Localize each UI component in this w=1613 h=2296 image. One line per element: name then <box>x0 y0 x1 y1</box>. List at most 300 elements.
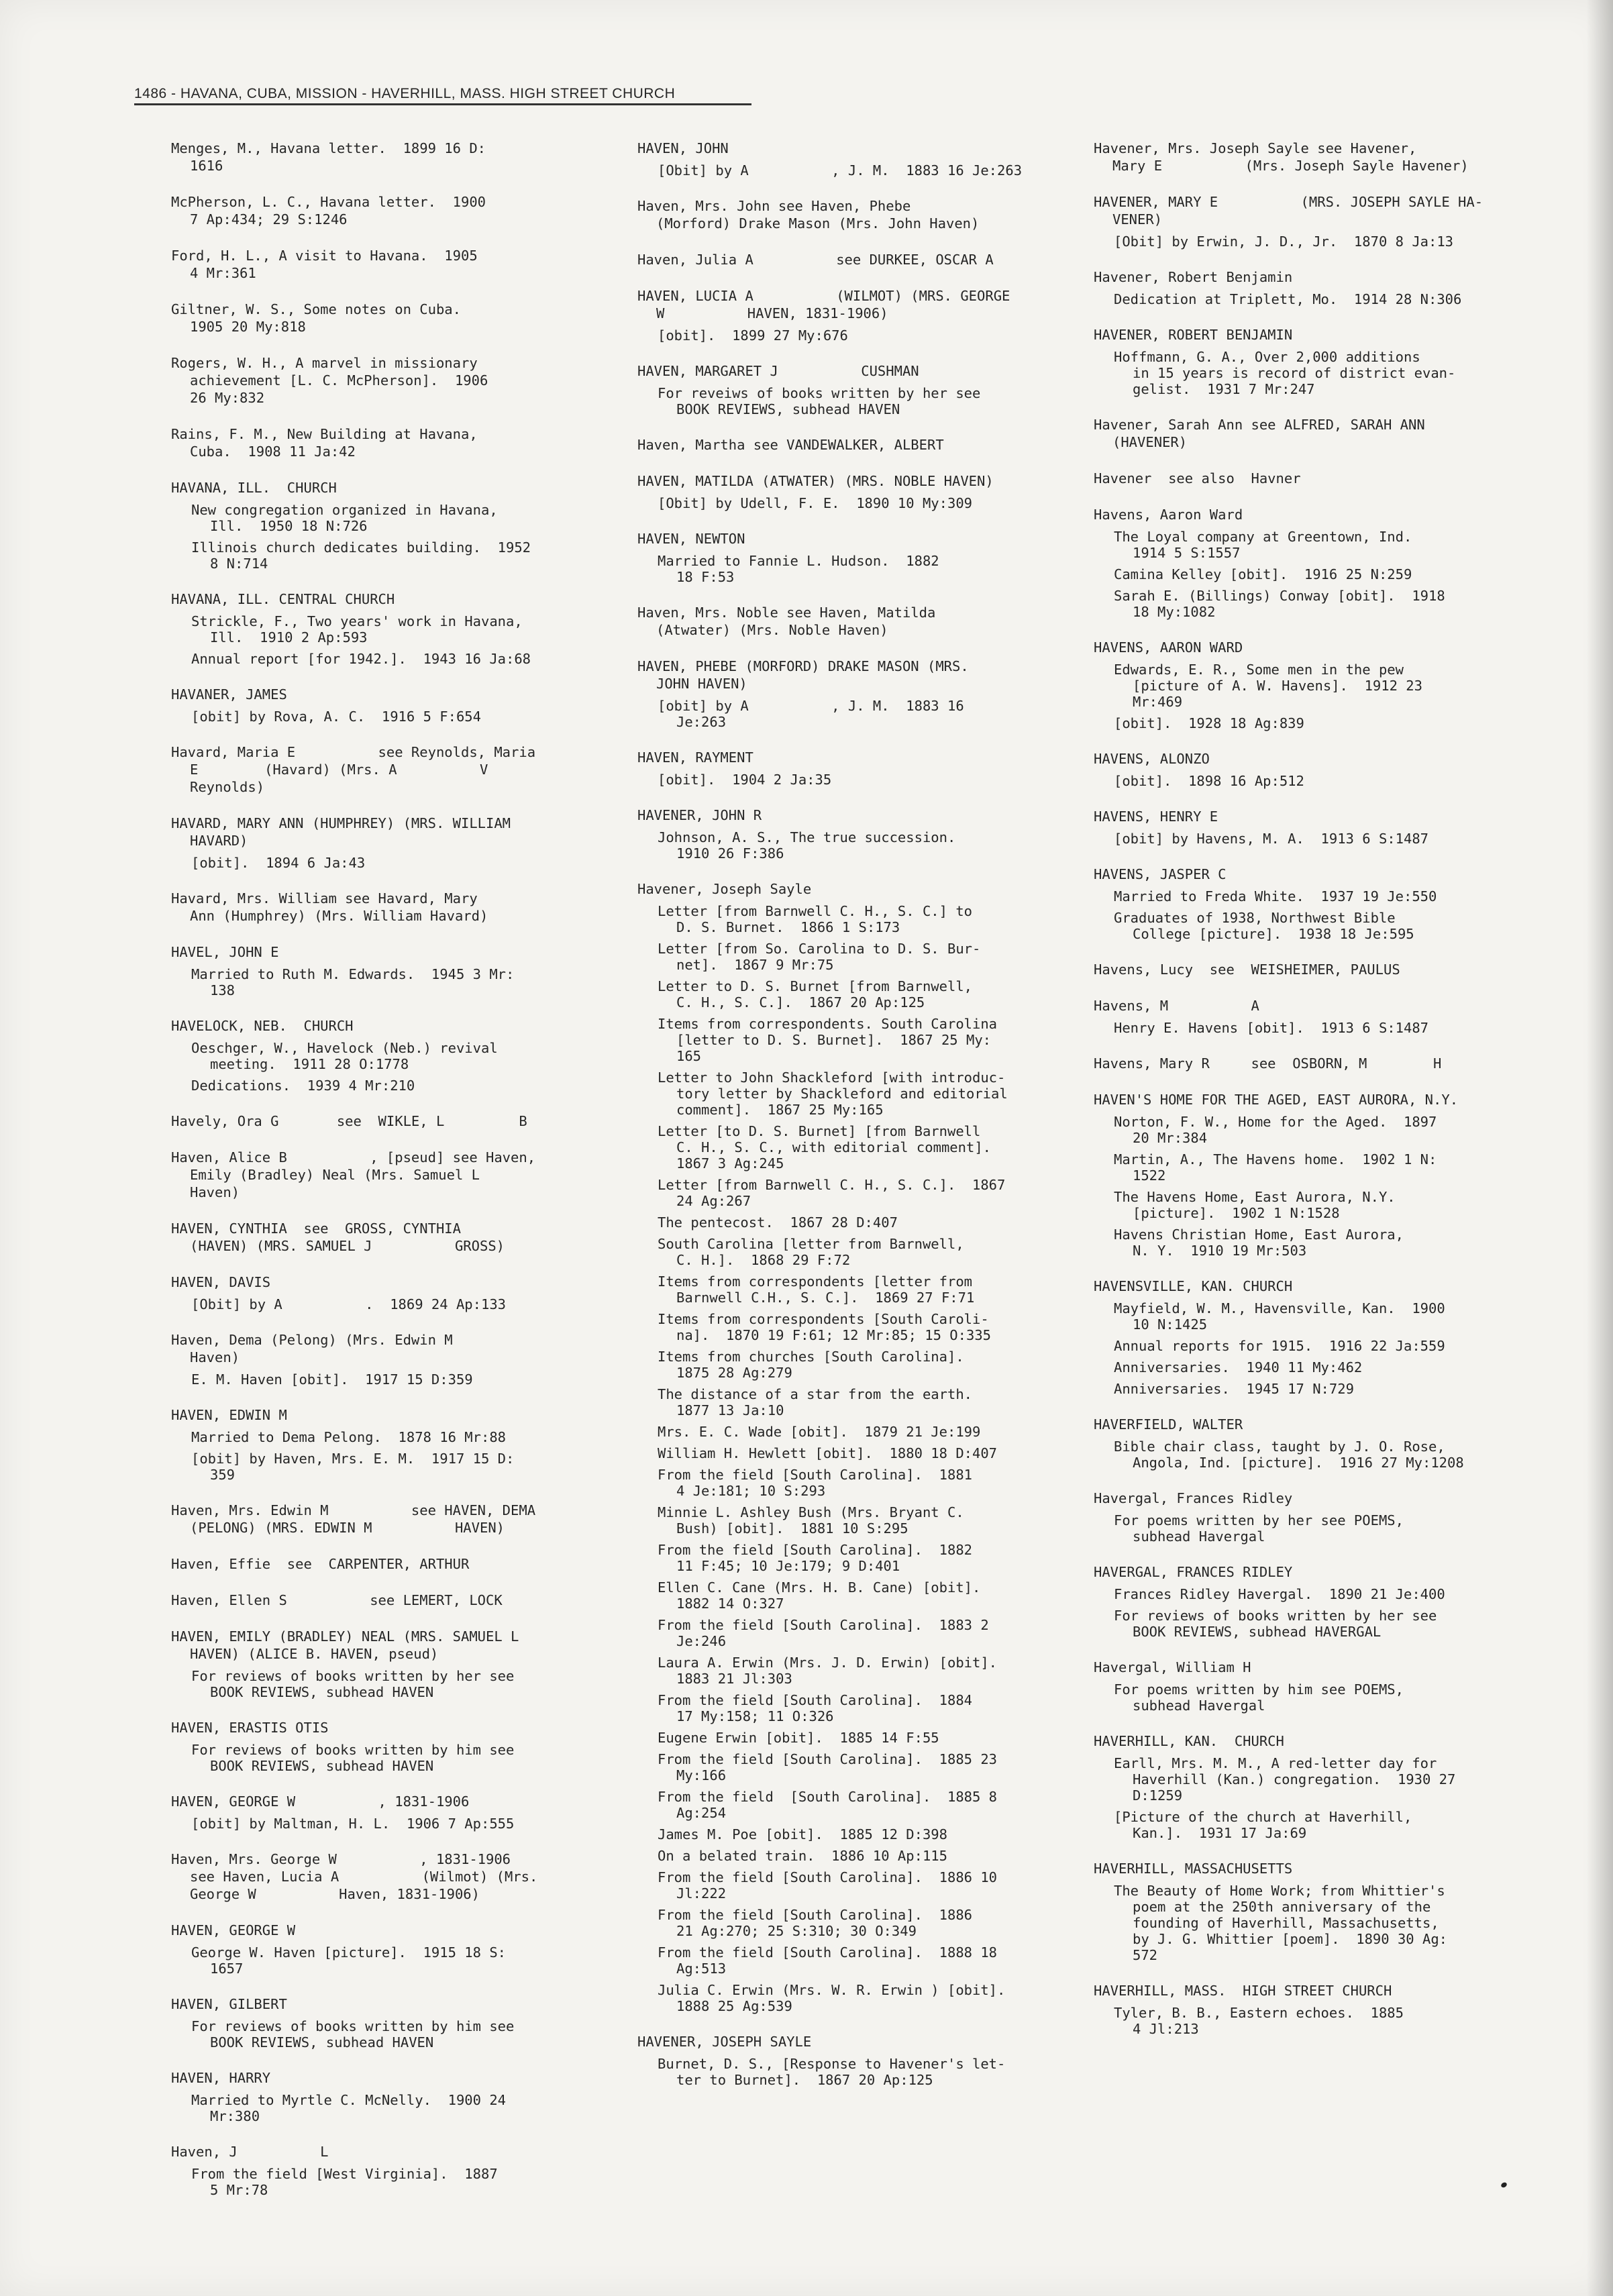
line: For poems written by her see POEMS, <box>1114 1512 1404 1528</box>
citation <box>658 1349 1067 1381</box>
line: Illinois church dedicates building. 1952 <box>191 539 531 556</box>
citation <box>1114 662 1530 710</box>
index-entry <box>171 943 587 998</box>
line: Menges, M., Havana letter. 1899 16 D: <box>171 140 486 156</box>
entry-heading: Havens, Mary R see OSBORN, M H <box>1094 1055 1442 1072</box>
citation: Eugene Erwin [obit]. 1885 14 F:55 <box>658 1730 939 1746</box>
citation <box>658 1123 1067 1171</box>
citation: [obit] by Havens, M. A. 1913 6 S:1487 <box>1114 831 1428 847</box>
continuation-line: net]. 1867 9 Mr:75 <box>676 957 834 973</box>
entry-heading: HAVANER, JAMES <box>171 686 287 702</box>
index-entry <box>171 590 587 667</box>
citation <box>1114 1114 1530 1146</box>
entry-heading <box>171 1331 587 1366</box>
index-entry <box>171 1719 587 1774</box>
line: New congregation organized in Havana, <box>191 502 498 518</box>
continuation-line: tory letter by Shackleford and editorial <box>676 1086 1008 1102</box>
index-entry <box>171 1793 587 1832</box>
line: From the field [South Carolina]. 1881 <box>658 1467 972 1483</box>
line: Havard, Mrs. William see Havard, Mary <box>171 890 478 906</box>
index-entry <box>637 287 1067 344</box>
line: George W. Haven [picture]. 1915 18 S: <box>191 1944 506 1961</box>
index-entry <box>1094 416 1530 451</box>
entry-heading <box>171 425 587 460</box>
continuation-line: gelist. 1931 7 Mr:247 <box>1133 381 1315 397</box>
index-entry <box>171 1555 587 1573</box>
entry-heading: HAVEL, JOHN E <box>171 944 279 960</box>
citation <box>658 1869 1067 1901</box>
citation <box>191 2166 587 2198</box>
line: Minnie L. Ashley Bush (Mrs. Bryant C. <box>658 1504 964 1520</box>
continuation-line: (Atwater) (Mrs. Noble Haven) <box>656 622 888 638</box>
continuation-line: Kan.]. 1931 17 Ja:69 <box>1133 1825 1307 1841</box>
citation <box>658 2056 1067 2088</box>
line: Laura A. Erwin (Mrs. J. D. Erwin) [obit]. <box>658 1655 998 1671</box>
continuation-line: (HAVENER) <box>1112 434 1188 450</box>
line: From the field [South Carolina]. 1884 <box>658 1692 972 1708</box>
continuation-line: 1877 13 Ja:10 <box>676 1402 784 1418</box>
page-edge-shadow <box>1586 0 1613 2296</box>
index-entry <box>1094 961 1530 978</box>
index-entry <box>637 251 1067 268</box>
citation: Frances Ridley Havergal. 1890 21 Je:400 <box>1114 1586 1445 1602</box>
entry-heading: Haven, Ellen S see LEMERT, LOCK <box>171 1592 503 1608</box>
line: Sarah E. (Billings) Conway [obit]. 1918 <box>1114 588 1445 604</box>
line: [Picture of the church at Haverhill, <box>1114 1809 1412 1825</box>
index-entry <box>1094 750 1530 789</box>
index-entry <box>171 1406 587 1483</box>
continuation-line: meeting. 1911 28 O:1778 <box>210 1056 409 1072</box>
index-entry <box>637 472 1067 511</box>
index-entry <box>171 1220 587 1255</box>
entry-heading <box>637 287 1067 322</box>
line: Haven, Alice B , [pseud] see Haven, <box>171 1149 536 1165</box>
citation: Annual report [for 1942.]. 1943 16 Ja:68 <box>191 651 531 667</box>
citation: William H. Hewlett [obit]. 1880 18 D:407 <box>658 1445 998 1461</box>
entry-heading: HAVANA, ILL. CHURCH <box>171 480 337 496</box>
continuation-line: Haven) <box>190 1349 240 1365</box>
line: Julia C. Erwin (Mrs. W. R. Erwin ) [obit]. <box>658 1982 1006 1998</box>
continuation-line: 26 My:832 <box>190 390 265 406</box>
continuation-line: JOHN HAVEN) <box>656 676 747 692</box>
continuation-line: D:1259 <box>1133 1787 1183 1804</box>
index-entry <box>637 880 1067 2014</box>
index-entry <box>1094 1416 1530 1471</box>
index-entry <box>637 658 1067 730</box>
citation <box>191 1742 587 1774</box>
continuation-line: College [picture]. 1938 18 Je:595 <box>1133 926 1414 942</box>
line: McPherson, L. C., Havana letter. 1900 <box>171 194 486 210</box>
column-3 <box>1094 140 1530 2056</box>
continuation-line: 18 F:53 <box>676 569 735 585</box>
citation <box>1114 349 1530 397</box>
entry-heading <box>637 197 1067 232</box>
continuation-line: subhead Havergal <box>1133 1528 1265 1545</box>
line: Letter [from So. Carolina to D. S. Bur- <box>658 941 981 957</box>
line: HAVEN, EMILY (BRADLEY) NEAL (MRS. SAMUEL L <box>171 1628 519 1645</box>
index-entry <box>1094 193 1530 250</box>
citation <box>658 1236 1067 1268</box>
entry-heading: HAVEN'S HOME FOR THE AGED, EAST AURORA, N.Y. <box>1094 1092 1459 1108</box>
index-entry <box>637 806 1067 862</box>
continuation-line: 7 Ap:434; 29 S:1246 <box>190 211 348 227</box>
entry-heading <box>1094 416 1530 451</box>
line: For reviews of books written by her see <box>191 1668 515 1684</box>
entry-heading: HAVANA, ILL. CENTRAL CHURCH <box>171 591 395 607</box>
index-entry <box>171 1591 587 1609</box>
continuation-line: 1867 3 Ag:245 <box>676 1155 784 1171</box>
index-entry <box>1094 866 1530 942</box>
line: Letter [from Barnwell C. H., S. C.]. 1867 <box>658 1177 1006 1193</box>
citation <box>658 1907 1067 1939</box>
line: For reviews of books written by her see <box>1114 1608 1437 1624</box>
index-entry <box>1094 1277 1530 1397</box>
continuation-line: [picture]. 1902 1 N:1528 <box>1133 1205 1340 1221</box>
citation <box>191 2018 587 2050</box>
citation <box>658 1692 1067 1724</box>
continuation-line: N. Y. 1910 19 Mr:503 <box>1133 1243 1307 1259</box>
entry-heading: HAVEN, NEWTON <box>637 531 745 547</box>
entry-heading: HAVENER, JOHN R <box>637 807 762 823</box>
line: Haven, Mrs. Noble see Haven, Matilda <box>637 605 936 621</box>
line: Items from correspondents [South Caroli- <box>658 1311 989 1327</box>
continuation-line: 24 Ag:267 <box>676 1193 751 1209</box>
continuation-line: 4 Je:181; 10 S:293 <box>676 1483 826 1499</box>
line: Rogers, W. H., A marvel in missionary <box>171 355 478 371</box>
entry-heading: Havener see also Havner <box>1094 470 1301 486</box>
index-entry <box>1094 1490 1530 1545</box>
citation: Camina Kelley [obit]. 1916 25 N:259 <box>1114 566 1412 582</box>
continuation-line: 359 <box>210 1467 236 1483</box>
citation <box>191 1944 587 1977</box>
line: For poems written by him see POEMS, <box>1114 1681 1404 1698</box>
citation <box>658 1467 1067 1499</box>
line: For reviews of books written by him see <box>191 1742 515 1758</box>
index-entry <box>637 604 1067 639</box>
citation <box>658 1789 1067 1821</box>
continuation-line: 10 N:1425 <box>1133 1316 1208 1333</box>
line: The Havens Home, East Aurora, N.Y. <box>1114 1189 1396 1205</box>
entry-heading: HAVELOCK, NEB. CHURCH <box>171 1018 354 1034</box>
entry-heading: HAVENS, JASPER C <box>1094 866 1227 882</box>
citation: Dedication at Triplett, Mo. 1914 28 N:306 <box>1114 291 1462 307</box>
citation <box>1114 1439 1530 1471</box>
line: From the field [South Carolina]. 1886 <box>658 1907 972 1923</box>
continuation-line: 1657 <box>210 1961 244 1977</box>
line: From the field [South Carolina]. 1883 2 <box>658 1617 989 1633</box>
index-entry <box>171 247 587 282</box>
continuation-line: [letter to D. S. Burnet]. 1867 25 My: <box>676 1032 991 1048</box>
line: From the field [South Carolina]. 1886 10 <box>658 1869 998 1885</box>
line: [obit] by Haven, Mrs. E. M. 1917 15 D: <box>191 1451 515 1467</box>
index-entry <box>171 1273 587 1312</box>
continuation-line: BOOK REVIEWS, subhead HAVEN <box>210 1758 434 1774</box>
index-entry <box>171 686 587 725</box>
continuation-line: BOOK REVIEWS, subhead HAVEN <box>210 2034 434 2050</box>
index-entry <box>171 815 587 871</box>
line: The Beauty of Home Work; from Whittier's <box>1114 1883 1445 1899</box>
continuation-line: C. H.]. 1868 29 F:72 <box>676 1252 851 1268</box>
line: Letter to John Shackleford [with introduc- <box>658 1069 1006 1086</box>
continuation-line: 17 My:158; 11 O:326 <box>676 1708 834 1724</box>
continuation-line: achievement [L. C. McPherson]. 1906 <box>190 372 488 388</box>
citation: Anniversaries. 1940 11 My:462 <box>1114 1359 1363 1375</box>
line: Items from correspondents. South Carolina <box>658 1016 998 1032</box>
index-entry <box>1094 997 1530 1036</box>
entry-heading: HAVEN, MARGARET J CUSHMAN <box>637 363 919 379</box>
entry-heading: HAVEN, EDWIN M <box>171 1407 287 1423</box>
citation <box>658 978 1067 1010</box>
citation <box>1114 1681 1530 1714</box>
continuation-line: Ill. 1910 2 Ap:593 <box>210 629 368 645</box>
index-entry <box>171 890 587 925</box>
citation <box>1114 1512 1530 1545</box>
citation <box>658 829 1067 862</box>
index-entry <box>1094 1982 1530 2037</box>
citation <box>1114 1883 1530 1963</box>
continuation-line: Ag:513 <box>676 1961 727 1977</box>
line: Strickle, F., Two years' work in Havana, <box>191 613 523 629</box>
continuation-line: by J. G. Whittier [poem]. 1890 30 Ag: <box>1133 1931 1447 1947</box>
citation: On a belated train. 1886 10 Ap:115 <box>658 1848 947 1864</box>
line: Martin, A., The Havens home. 1902 1 N: <box>1114 1151 1437 1167</box>
line: The distance of a star from the earth. <box>658 1386 972 1402</box>
line: Havener, Mrs. Joseph Sayle see Havener, <box>1094 140 1417 156</box>
citation <box>658 1386 1067 1418</box>
entry-heading: HAVERFIELD, WALTER <box>1094 1416 1243 1432</box>
entry-heading: HAVEN, JOHN <box>637 140 729 156</box>
index-entry <box>1094 639 1530 731</box>
entry-heading: Haven, J L <box>171 2144 329 2160</box>
index-entry <box>171 1850 587 1903</box>
index-entry <box>1094 140 1530 174</box>
entry-heading <box>171 890 587 925</box>
line: Havens Christian Home, East Aurora, <box>1114 1227 1404 1243</box>
index-entry <box>637 749 1067 788</box>
entry-heading: Havens, Lucy see WEISHEIMER, PAULUS <box>1094 961 1400 978</box>
citation <box>1114 1151 1530 1184</box>
continuation-line: 20 Mr:384 <box>1133 1130 1208 1146</box>
continuation-line: 1616 <box>190 158 223 174</box>
line: Married to Fannie L. Hudson. 1882 <box>658 553 939 569</box>
citation <box>1114 1755 1530 1804</box>
column-2 <box>637 140 1067 2107</box>
index-entry <box>1094 326 1530 397</box>
entry-heading: Havener, Joseph Sayle <box>637 881 812 897</box>
line: Bible chair class, taught by J. O. Rose, <box>1114 1439 1445 1455</box>
citation <box>1114 1189 1530 1221</box>
continuation-line: subhead Havergal <box>1133 1698 1265 1714</box>
line: [obit] by A , J. M. 1883 16 <box>658 698 964 714</box>
citation <box>658 941 1067 973</box>
citation: James M. Poe [obit]. 1885 12 D:398 <box>658 1826 947 1842</box>
continuation-line: Haverhill (Kan.) congregation. 1930 27 <box>1133 1771 1456 1787</box>
continuation-line: BOOK REVIEWS, subhead HAVEN <box>676 401 900 417</box>
continuation-line: Cuba. 1908 11 Ja:42 <box>190 443 356 460</box>
line: Havard, Maria E see Reynolds, Maria <box>171 744 536 760</box>
citation <box>658 1542 1067 1574</box>
index-entry <box>171 354 587 407</box>
line: Items from churches [South Carolina]. <box>658 1349 964 1365</box>
citation <box>658 903 1067 935</box>
entry-heading: HAVEN, RAYMENT <box>637 749 753 766</box>
continuation-line: Bush) [obit]. 1881 10 S:295 <box>676 1520 908 1536</box>
line: Haven, Mrs. Edwin M see HAVEN, DEMA <box>171 1502 536 1518</box>
entry-heading: Havely, Ora G see WIKLE, L B <box>171 1113 527 1129</box>
continuation-line: 4 Jl:213 <box>1133 2021 1199 2037</box>
line: Married to Ruth M. Edwards. 1945 3 Mr: <box>191 966 515 982</box>
citation <box>1114 1608 1530 1640</box>
line: From the field [South Carolina]. 1888 18 <box>658 1944 998 1961</box>
entry-heading <box>637 604 1067 639</box>
citation: Mrs. E. C. Wade [obit]. 1879 21 Je:199 <box>658 1424 981 1440</box>
citation <box>1114 2005 1530 2037</box>
citation: [Obit] by Udell, F. E. 1890 10 My:309 <box>658 495 972 511</box>
line: HAVEN, CYNTHIA see GROSS, CYNTHIA <box>171 1220 461 1237</box>
citation <box>1114 1227 1530 1259</box>
line: Haven, Mrs. George W , 1831-1906 <box>171 1851 511 1867</box>
citation: [obit]. 1904 2 Ja:35 <box>658 772 832 788</box>
line: Letter [to D. S. Burnet] [from Barnwell <box>658 1123 981 1139</box>
continuation-line: (PELONG) (MRS. EDWIN M HAVEN) <box>190 1520 505 1536</box>
citation <box>658 1504 1067 1536</box>
citation: [Obit] by Erwin, J. D., Jr. 1870 8 Ja:13 <box>1114 233 1454 250</box>
line: Mayfield, W. M., Havensville, Kan. 1900 <box>1114 1300 1445 1316</box>
continuation-line: 1905 20 My:818 <box>190 319 306 335</box>
entry-heading <box>171 743 587 796</box>
citation <box>1114 910 1530 942</box>
line: Letter to D. S. Burnet [from Barnwell, <box>658 978 972 994</box>
index-entry <box>171 193 587 228</box>
index-entry <box>637 2033 1067 2088</box>
continuation-line: 18 My:1082 <box>1133 604 1216 620</box>
index-entry <box>1094 268 1530 307</box>
continuation-line: 1882 14 O:327 <box>676 1596 784 1612</box>
entry-heading: HAVEN, DAVIS <box>171 1274 271 1290</box>
entry-heading <box>171 193 587 228</box>
line: From the field [South Carolina]. 1885 23 <box>658 1751 998 1767</box>
continuation-line: Haven) <box>190 1184 240 1200</box>
line: Johnson, A. S., The true succession. <box>658 829 956 845</box>
line: HAVENER, MARY E (MRS. JOSEPH SAYLE HA- <box>1094 194 1484 210</box>
citation: Dedications. 1939 4 Mr:210 <box>191 1078 415 1094</box>
citation <box>658 1982 1067 2014</box>
continuation-line: 138 <box>210 982 236 998</box>
continuation-line: W HAVEN, 1831-1906) <box>656 305 888 321</box>
line: Edwards, E. R., Some men in the pew <box>1114 662 1404 678</box>
index-entry <box>1094 1563 1530 1640</box>
entry-heading <box>171 354 587 407</box>
citation <box>191 2092 587 2124</box>
continuation-line: Emily (Bradley) Neal (Mrs. Samuel L <box>190 1167 480 1183</box>
line: Earll, Mrs. M. M., A red-letter day for <box>1114 1755 1437 1771</box>
citation <box>191 502 587 534</box>
line: For reveiws of books written by her see <box>658 385 981 401</box>
continuation-line: [picture of A. W. Havens]. 1912 23 <box>1133 678 1422 694</box>
continuation-line: 1888 25 Ag:539 <box>676 1998 792 2014</box>
line: Letter [from Barnwell C. H., S. C.] to <box>658 903 972 919</box>
index-entry <box>171 1331 587 1388</box>
index-entry <box>171 1628 587 1700</box>
continuation-line: comment]. 1867 25 My:165 <box>676 1102 884 1118</box>
citation <box>658 1273 1067 1306</box>
citation <box>658 1617 1067 1649</box>
continuation-line: D. S. Burnet. 1866 1 S:173 <box>676 919 900 935</box>
entry-heading <box>171 247 587 282</box>
citation <box>658 1579 1067 1612</box>
line: Norton, F. W., Home for the Aged. 1897 <box>1114 1114 1437 1130</box>
index-entry <box>1094 506 1530 620</box>
citation <box>1114 588 1530 620</box>
entry-heading: Havens, Aaron Ward <box>1094 507 1243 523</box>
index-entry <box>171 743 587 796</box>
ink-speck <box>1500 2181 1508 2189</box>
line: Married to Myrtle C. McNelly. 1900 24 <box>191 2092 506 2108</box>
entry-heading: Haven, Julia A see DURKEE, OSCAR A <box>637 252 994 268</box>
line: Burnet, D. S., [Response to Havener's let- <box>658 2056 1006 2072</box>
continuation-line: 5 Mr:78 <box>210 2182 268 2198</box>
citation: [obit]. 1899 27 My:676 <box>658 327 848 344</box>
line: For reviews of books written by him see <box>191 2018 515 2034</box>
entry-heading: HAVERGAL, FRANCES RIDLEY <box>1094 1564 1293 1580</box>
citation <box>658 1751 1067 1783</box>
continuation-line: Je:263 <box>676 714 727 730</box>
index-entry <box>171 1017 587 1094</box>
continuation-line: Je:246 <box>676 1633 727 1649</box>
citation <box>1114 529 1530 561</box>
entry-heading: Havergal, William H <box>1094 1659 1251 1675</box>
citation: [obit]. 1894 6 Ja:43 <box>191 855 366 871</box>
entry-heading: Haven, Martha see VANDEWALKER, ALBERT <box>637 437 944 453</box>
citation <box>191 539 587 572</box>
entry-heading: HAVEN, ERASTIS OTIS <box>171 1720 329 1736</box>
line: Havener, Sarah Ann see ALFRED, SARAH ANN <box>1094 417 1425 433</box>
entry-heading: HAVERHILL, MASSACHUSETTS <box>1094 1861 1293 1877</box>
continuation-line: (HAVEN) (MRS. SAMUEL J GROSS) <box>190 1238 505 1254</box>
index-entry <box>1094 808 1530 847</box>
entry-heading: HAVERHILL, MASS. HIGH STREET CHURCH <box>1094 1983 1392 1999</box>
continuation-line: 4 Mr:361 <box>190 265 256 281</box>
continuation-line: E (Havard) (Mrs. A V <box>190 762 488 778</box>
citation <box>658 1311 1067 1343</box>
citation: Married to Dema Pelong. 1878 16 Mr:88 <box>191 1429 506 1445</box>
line: From the field [South Carolina]. 1882 <box>658 1542 972 1558</box>
index-entry <box>1094 1659 1530 1714</box>
citation: [Obit] by A . 1869 24 Ap:133 <box>191 1296 506 1312</box>
citation: The pentecost. 1867 28 D:407 <box>658 1214 898 1231</box>
line: Ford, H. L., A visit to Havana. 1905 <box>171 248 478 264</box>
continuation-line: ter to Burnet]. 1867 20 Ap:125 <box>676 2072 933 2088</box>
citation <box>1114 1300 1530 1333</box>
index-entry <box>1094 1732 1530 1841</box>
continuation-line: poem at the 250th anniversary of the <box>1133 1899 1431 1915</box>
entry-heading: HAVENER, ROBERT BENJAMIN <box>1094 327 1293 343</box>
continuation-line: C. H., S. C.]. 1867 20 Ap:125 <box>676 994 925 1010</box>
citation <box>658 698 1067 730</box>
line: Rains, F. M., New Building at Havana, <box>171 426 478 442</box>
citation: E. M. Haven [obit]. 1917 15 D:359 <box>191 1371 473 1388</box>
continuation-line: HAVARD) <box>190 833 248 849</box>
entry-heading: HAVEN, GEORGE W <box>171 1922 296 1938</box>
continuation-line: HAVEN) (ALICE B. HAVEN, pseud) <box>190 1646 439 1662</box>
index-entry <box>637 436 1067 454</box>
entry-heading <box>171 1850 587 1903</box>
line: Tyler, B. B., Eastern echoes. 1885 <box>1114 2005 1404 2021</box>
index-entry <box>1094 1055 1530 1072</box>
line: From the field [South Carolina]. 1885 8 <box>658 1789 998 1805</box>
line: HAVEN, PHEBE (MORFORD) DRAKE MASON (MRS. <box>637 658 969 674</box>
index-entry <box>171 2143 587 2198</box>
